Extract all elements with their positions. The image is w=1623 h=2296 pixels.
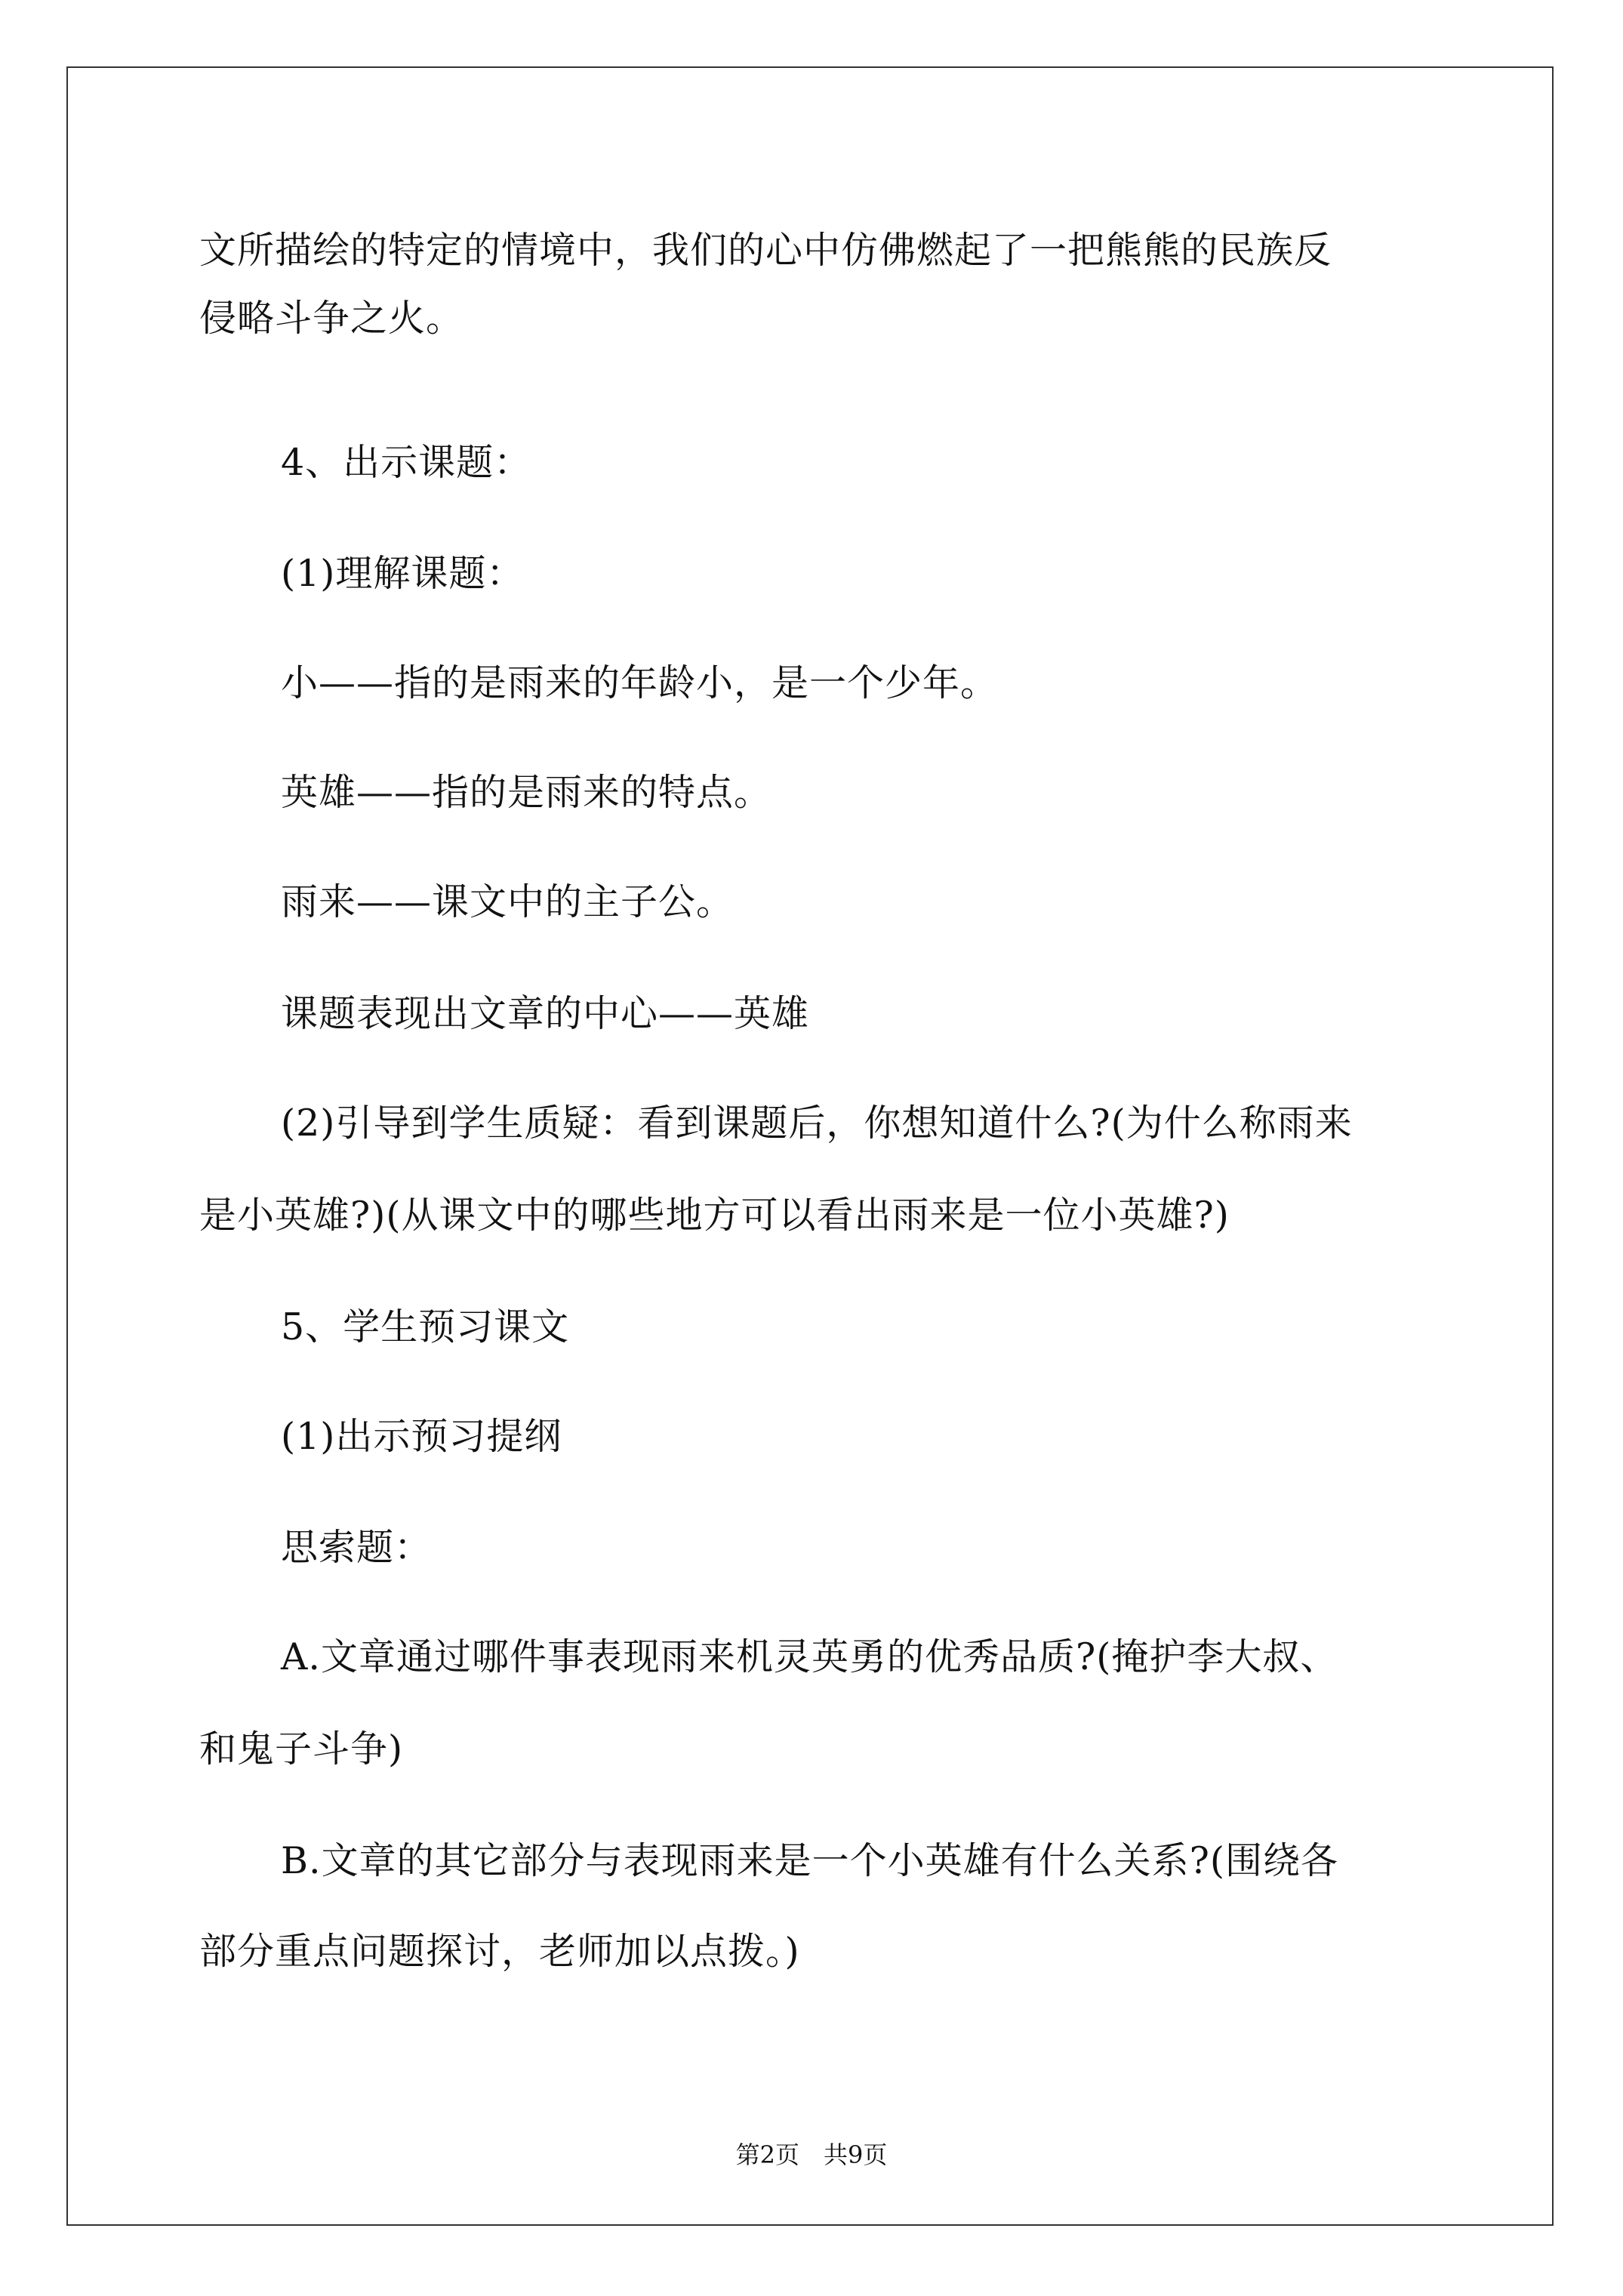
text-line: 英雄——指的是雨来的特点。: [281, 771, 772, 814]
text-line: 雨来——课文中的主子公。: [281, 880, 735, 923]
text-line: B.文章的其它部分与表现雨来是一个小英雄有什么关系?(围绕各: [281, 1839, 1338, 1882]
section-heading: 4、出示课题：: [281, 441, 532, 484]
page-border: [66, 66, 1554, 2226]
subsection-heading: (1)理解课题：: [281, 552, 525, 595]
text-line: (2)引导到学生质疑：看到课题后，你想知道什么?(为什么称雨来: [281, 1102, 1353, 1145]
page-number: 第2页 共9页: [735, 2140, 888, 2169]
text-line: 文所描绘的特定的情境中，我们的心中仿佛燃起了一把熊熊的民族反: [199, 229, 1332, 272]
text-line: 小——指的是雨来的年龄小，是一个少年。: [281, 661, 999, 704]
text-line: 和鬼子斗争): [199, 1727, 404, 1771]
text-line: 课题表现出文章的中心——英雄: [281, 992, 810, 1035]
text-line: 思索题：: [281, 1526, 433, 1569]
text-line: 是小英雄?)(从课文中的哪些地方可以看出雨来是一位小英雄?): [199, 1194, 1230, 1237]
text-line: 侵略斗争之火。: [199, 297, 464, 340]
section-heading: 5、学生预习课文: [281, 1305, 570, 1348]
subsection-heading: (1)出示预习提纲: [281, 1415, 562, 1458]
text-line: 部分重点问题探讨，老师加以点拨。): [199, 1930, 800, 1973]
text-line: A.文章通过哪件事表现雨来机灵英勇的优秀品质?(掩护李大叔、: [281, 1635, 1338, 1678]
